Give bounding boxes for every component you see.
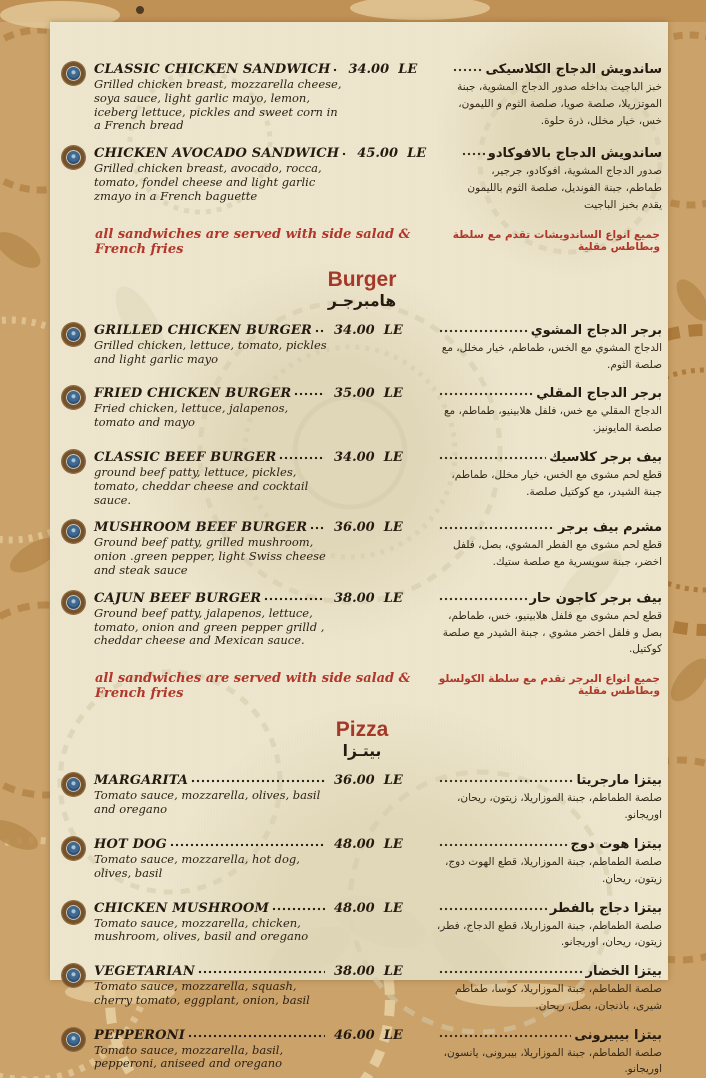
item-description-en: Fried chicken, lettuce, jalapenos, tomato and mayo bbox=[94, 401, 289, 430]
item-name-en: CHICKEN AVOCADO SANDWICH bbox=[94, 146, 340, 162]
brand-seal-icon bbox=[62, 62, 85, 85]
item-name-ar: برجر الدجاج المقلي bbox=[536, 386, 662, 402]
item-english-block bbox=[94, 964, 328, 1008]
item-description-en: Grilled chicken breast, avocado, rocca, tomato, fondel cheese and light garlic zmayo in a French baguette bbox=[94, 161, 322, 203]
dotted-leader bbox=[264, 591, 325, 602]
item-description-ar: الدجاج المقلي مع خس، فلفل هلابينيو، طماطم، مع صلصة المايونيز. bbox=[443, 405, 662, 435]
item-name-ar: بيتزا دجاج بالفطر bbox=[549, 900, 662, 916]
item-english-block bbox=[94, 62, 342, 133]
dotted-leader bbox=[188, 1028, 325, 1039]
price-currency: LE bbox=[383, 836, 403, 852]
item-description-ar: الدجاج المشوي مع الخس، طماطم، خيار مخلل، مع صلصة الثوم. bbox=[441, 341, 662, 371]
serving-note-en: all sandwiches are served with side salad & French fries bbox=[95, 671, 411, 702]
item-description-en: Tomato sauce, mozzarella, chicken, mushroom, olives, basil and oregano bbox=[94, 915, 309, 944]
item-description-en: Tomato sauce, mozzarella, basil, pepperoni, aniseed and oregano bbox=[94, 1042, 284, 1071]
item-english-block bbox=[94, 1028, 328, 1072]
menu-item-row bbox=[62, 62, 662, 133]
brand-seal-icon bbox=[62, 146, 85, 169]
serving-note-en: all sandwiches are served with side salad & French fries bbox=[95, 226, 411, 257]
item-english-block bbox=[94, 386, 328, 430]
item-description-en: Grilled chicken, lettuce, tomato, pickles and light garlic mayo bbox=[94, 337, 327, 366]
serving-note-ar: جميع انواع الساندويشات تقدم مع سلطة وبطاطس مقلية bbox=[452, 228, 660, 253]
dotted-leader bbox=[272, 901, 325, 912]
item-description-ar: صلصة الطماطم، جبنة الموزاريلا، قطع الدجاج، فطر، زيتون، ريحان، اوريجانو. bbox=[436, 919, 662, 949]
item-price bbox=[328, 386, 412, 401]
item-arabic-block bbox=[436, 773, 662, 824]
brand-seal-icon bbox=[62, 964, 85, 987]
menu-item-row bbox=[62, 964, 662, 1015]
price-currency: LE bbox=[398, 62, 418, 77]
item-name-line bbox=[94, 146, 351, 161]
brand-seal-icon bbox=[62, 386, 85, 409]
section-title-ar: بيتـزا bbox=[342, 742, 382, 761]
item-name-line bbox=[94, 386, 328, 401]
item-price bbox=[328, 1028, 412, 1043]
item-description-ar: صلصة الطماطم، جبنة الموزاريلا، بيبرونى، يانسون، اوريجانو. bbox=[443, 1046, 662, 1076]
section-title-en: Pizza bbox=[335, 718, 389, 742]
item-arabic-block bbox=[436, 591, 662, 658]
price-value: 45.00 bbox=[357, 146, 399, 162]
dotted-leader bbox=[439, 901, 547, 912]
item-description-ar: صلصة الطماطم، جبنة الموزاريلا، قطع الهوت دوج، زيتون، ريحان. bbox=[445, 855, 662, 885]
item-name-en: FRIED CHICKEN BURGER bbox=[94, 386, 292, 402]
menu-item-row bbox=[62, 773, 662, 824]
dotted-leader bbox=[315, 323, 325, 334]
item-name-line-ar bbox=[436, 386, 662, 401]
item-price bbox=[351, 146, 435, 161]
price-currency: LE bbox=[383, 386, 403, 402]
item-english-block bbox=[94, 773, 328, 817]
price-currency: LE bbox=[383, 1027, 403, 1043]
item-description-en: Tomato sauce, mozzarella, olives, basil and oregano bbox=[94, 788, 321, 817]
dotted-leader bbox=[342, 146, 348, 157]
dotted-leader bbox=[462, 146, 484, 157]
brand-seal-icon bbox=[62, 901, 85, 924]
item-arabic-block bbox=[436, 450, 662, 501]
item-name-line-ar bbox=[459, 146, 662, 161]
item-name-line bbox=[94, 323, 328, 338]
item-description-en: Ground beef patty, grilled mushroom, onion .green pepper, light Swiss cheese and steak sauce bbox=[94, 535, 326, 577]
brand-seal-icon bbox=[62, 591, 85, 614]
serving-note bbox=[62, 227, 662, 257]
section-title-en: Burger bbox=[327, 267, 397, 291]
dotted-leader bbox=[191, 773, 325, 784]
dotted-leader bbox=[333, 62, 339, 73]
item-price bbox=[328, 901, 412, 916]
price-currency: LE bbox=[383, 322, 403, 338]
brand-seal-icon bbox=[62, 323, 85, 346]
item-description-en: ground beef patty, lettuce, pickles, tomato, cheddar cheese and cocktail sauce. bbox=[94, 464, 309, 507]
price-currency: LE bbox=[383, 773, 403, 789]
menu-item-row bbox=[62, 1028, 662, 1078]
item-price bbox=[328, 591, 412, 606]
menu-item-row bbox=[62, 837, 662, 888]
item-name-en: PEPPERONI bbox=[94, 1027, 186, 1043]
item-name-line bbox=[94, 964, 328, 979]
section-header-pizza bbox=[62, 719, 662, 761]
item-english-block bbox=[94, 146, 351, 203]
section-title-ar: هامبرجـر bbox=[327, 291, 397, 310]
item-name-ar: بيتزا الخضار bbox=[585, 964, 662, 980]
item-description-ar: صلصة الطماطم، جبنة الموزاريلا، كوسا، طماطم شيرى، باذنجان، بصل، ريحان. bbox=[454, 983, 662, 1012]
dotted-leader bbox=[453, 62, 482, 73]
item-description-ar: خبز الباجيت بداخله صدور الدجاج المشوية، جبنة الموتزريلا، صلصة صويا، صلصة الثوم و الليمون، خس، خيار مخلل، ذرة حلوة. bbox=[457, 81, 662, 127]
item-arabic-block bbox=[436, 1028, 662, 1078]
price-value: 38.00 bbox=[334, 964, 375, 980]
item-description-en: Tomato sauce, mozzarella, squash, cherry tomato, eggplant, onion, basil bbox=[94, 979, 310, 1007]
menu-item-row bbox=[62, 591, 662, 658]
item-name-line bbox=[94, 62, 342, 77]
dotted-leader bbox=[279, 450, 325, 461]
item-english-block bbox=[94, 520, 328, 577]
item-name-en: MARGARITA bbox=[94, 773, 189, 789]
item-arabic-block bbox=[436, 520, 662, 571]
price-value: 34.00 bbox=[334, 449, 375, 465]
price-value: 36.00 bbox=[334, 773, 375, 789]
item-name-line-ar bbox=[436, 964, 662, 979]
price-currency: LE bbox=[383, 449, 403, 465]
item-english-block bbox=[94, 450, 328, 507]
item-arabic-block bbox=[450, 62, 662, 129]
item-arabic-block bbox=[436, 386, 662, 437]
item-name-ar: بيتزا هوت دوج bbox=[570, 836, 662, 852]
menu-item-row bbox=[62, 901, 662, 952]
item-name-line bbox=[94, 837, 328, 852]
item-arabic-block bbox=[459, 146, 662, 213]
item-name-en: VEGETARIAN bbox=[94, 964, 195, 980]
item-description-en: Tomato sauce, mozzarella, hot dog, olives, basil bbox=[94, 851, 300, 880]
menu-item-row bbox=[62, 520, 662, 577]
item-arabic-block bbox=[436, 901, 662, 952]
price-value: 34.00 bbox=[348, 62, 390, 77]
menu-item-row bbox=[62, 386, 662, 437]
dotted-leader bbox=[439, 520, 555, 531]
dotted-leader bbox=[170, 837, 325, 848]
item-english-block bbox=[94, 901, 328, 945]
price-value: 35.00 bbox=[334, 386, 375, 402]
item-description-en: Grilled chicken breast, mozzarella cheese, soya sauce, light garlic mayo, lemon, iceberg lettuce, pickles and sweet corn in a French bread bbox=[94, 77, 342, 133]
dotted-leader bbox=[310, 520, 325, 531]
item-name-line-ar bbox=[436, 1028, 662, 1043]
item-name-line bbox=[94, 591, 328, 606]
item-price bbox=[328, 964, 412, 979]
item-price bbox=[328, 520, 412, 535]
item-english-block bbox=[94, 323, 328, 367]
dotted-leader bbox=[439, 386, 533, 397]
dotted-leader bbox=[439, 450, 546, 461]
item-name-ar: ساندويش الدجاج بالافوكادو bbox=[487, 146, 662, 162]
item-price bbox=[328, 450, 412, 465]
item-arabic-block bbox=[436, 837, 662, 888]
price-currency: LE bbox=[407, 146, 427, 162]
brand-seal-icon bbox=[62, 773, 85, 796]
menu-content bbox=[50, 22, 668, 1078]
menu-item-row bbox=[62, 146, 662, 213]
item-price bbox=[342, 62, 426, 77]
dotted-leader bbox=[439, 323, 528, 334]
item-description-ar: قطع لحم مشوى مع الخس، خيار مخلل، طماطم، جبنة الشيدر، مع كوكتيل صلصة. bbox=[451, 468, 662, 498]
item-name-ar: بيف برجر كاجون حار bbox=[529, 590, 662, 606]
dotted-leader bbox=[439, 964, 583, 975]
price-value: 38.00 bbox=[334, 590, 375, 606]
menu-item-row bbox=[62, 323, 662, 374]
item-name-line bbox=[94, 901, 328, 916]
item-name-line bbox=[94, 773, 328, 788]
item-name-ar: مشرم بيف برجر bbox=[557, 520, 662, 536]
item-name-line-ar bbox=[436, 837, 662, 852]
item-description-ar: قطع لحم مشوى مع فلفل هلابينيو، خس، طماطم، بصل و فلفل اخضر مشوي ، جبنة الشيدر مع صلصة كوكتيل. bbox=[442, 609, 662, 656]
item-english-block bbox=[94, 591, 328, 648]
dotted-leader bbox=[439, 591, 527, 602]
item-name-en: GRILLED CHICKEN BURGER bbox=[94, 322, 312, 338]
price-value: 36.00 bbox=[334, 520, 375, 536]
item-name-line-ar bbox=[450, 62, 662, 77]
item-name-en: CHICKEN MUSHROOM bbox=[94, 900, 270, 916]
item-name-ar: بيف برجر كلاسيك bbox=[549, 449, 662, 465]
item-price bbox=[328, 773, 412, 788]
item-name-line-ar bbox=[436, 520, 662, 535]
price-value: 48.00 bbox=[334, 836, 375, 852]
serving-note bbox=[62, 671, 662, 701]
item-description-ar: قطع لحم مشوى مع الفطر المشوي، بصل، فلفل اخضر، جبنة سويسرية مع صلصة ستيك. bbox=[453, 539, 662, 569]
section-header-burger bbox=[62, 269, 662, 311]
item-description-en: Ground beef patty, jalapenos, lettuce, tomato, onion and green pepper grilld , cheddar cheese and Mexican sauce. bbox=[94, 605, 325, 648]
item-description-ar: صلصة الطماطم، جبنة الموزاريلا، زيتون، ريحان، اوريجانو. bbox=[456, 792, 662, 822]
item-name-line-ar bbox=[436, 591, 662, 606]
item-name-ar: بيتزا مارجريتا bbox=[576, 773, 662, 789]
item-arabic-block bbox=[436, 964, 662, 1015]
brand-seal-icon bbox=[62, 837, 85, 860]
serving-note-ar: جميع انواع البرجر تقدم مع سلطة الكولسلو وبطاطس مقلية bbox=[438, 673, 660, 698]
dotted-leader bbox=[198, 964, 325, 975]
item-name-en: CAJUN BEEF BURGER bbox=[94, 590, 262, 606]
price-value: 46.00 bbox=[334, 1027, 375, 1043]
price-currency: LE bbox=[383, 520, 403, 536]
brand-seal-icon bbox=[62, 520, 85, 543]
menu-paper bbox=[50, 22, 668, 1076]
dotted-leader bbox=[439, 1028, 571, 1039]
dotted-leader bbox=[439, 837, 568, 848]
item-name-line bbox=[94, 450, 328, 465]
item-name-ar: برجر الدجاج المشوي bbox=[530, 322, 662, 338]
brand-seal-icon bbox=[62, 1028, 85, 1051]
item-name-en: CLASSIC BEEF BURGER bbox=[94, 449, 277, 465]
item-name-line-ar bbox=[436, 773, 662, 788]
price-currency: LE bbox=[383, 590, 403, 606]
item-name-en: MUSHROOM BEEF BURGER bbox=[94, 520, 308, 536]
item-description-ar: صدور الدجاج المشوية، افوكادو، جرجير، طماطم، جبنة الفونديل، صلصة الثوم بالليمون يقدم بخبز الباجيت bbox=[467, 165, 662, 211]
dotted-leader bbox=[439, 773, 573, 784]
brand-seal-icon bbox=[62, 450, 85, 473]
item-name-line bbox=[94, 1028, 328, 1043]
item-english-block bbox=[94, 837, 328, 881]
price-currency: LE bbox=[383, 900, 403, 916]
item-name-en: CLASSIC CHICKEN SANDWICH bbox=[94, 62, 331, 77]
price-value: 48.00 bbox=[334, 900, 375, 916]
dotted-leader bbox=[294, 386, 325, 397]
item-name-line-ar bbox=[436, 901, 662, 916]
price-value: 34.00 bbox=[334, 322, 375, 338]
item-name-line-ar bbox=[436, 323, 662, 338]
item-arabic-block bbox=[436, 323, 662, 374]
item-name-line bbox=[94, 520, 328, 535]
item-name-en: HOT DOG bbox=[94, 836, 167, 852]
item-name-line-ar bbox=[436, 450, 662, 465]
item-price bbox=[328, 323, 412, 338]
item-name-ar: ساندويش الدجاج الكلاسيكى bbox=[485, 62, 662, 77]
price-currency: LE bbox=[383, 964, 403, 980]
item-price bbox=[328, 837, 412, 852]
item-name-ar: بيتزا بيبيرونى bbox=[574, 1027, 662, 1043]
menu-item-row bbox=[62, 450, 662, 507]
